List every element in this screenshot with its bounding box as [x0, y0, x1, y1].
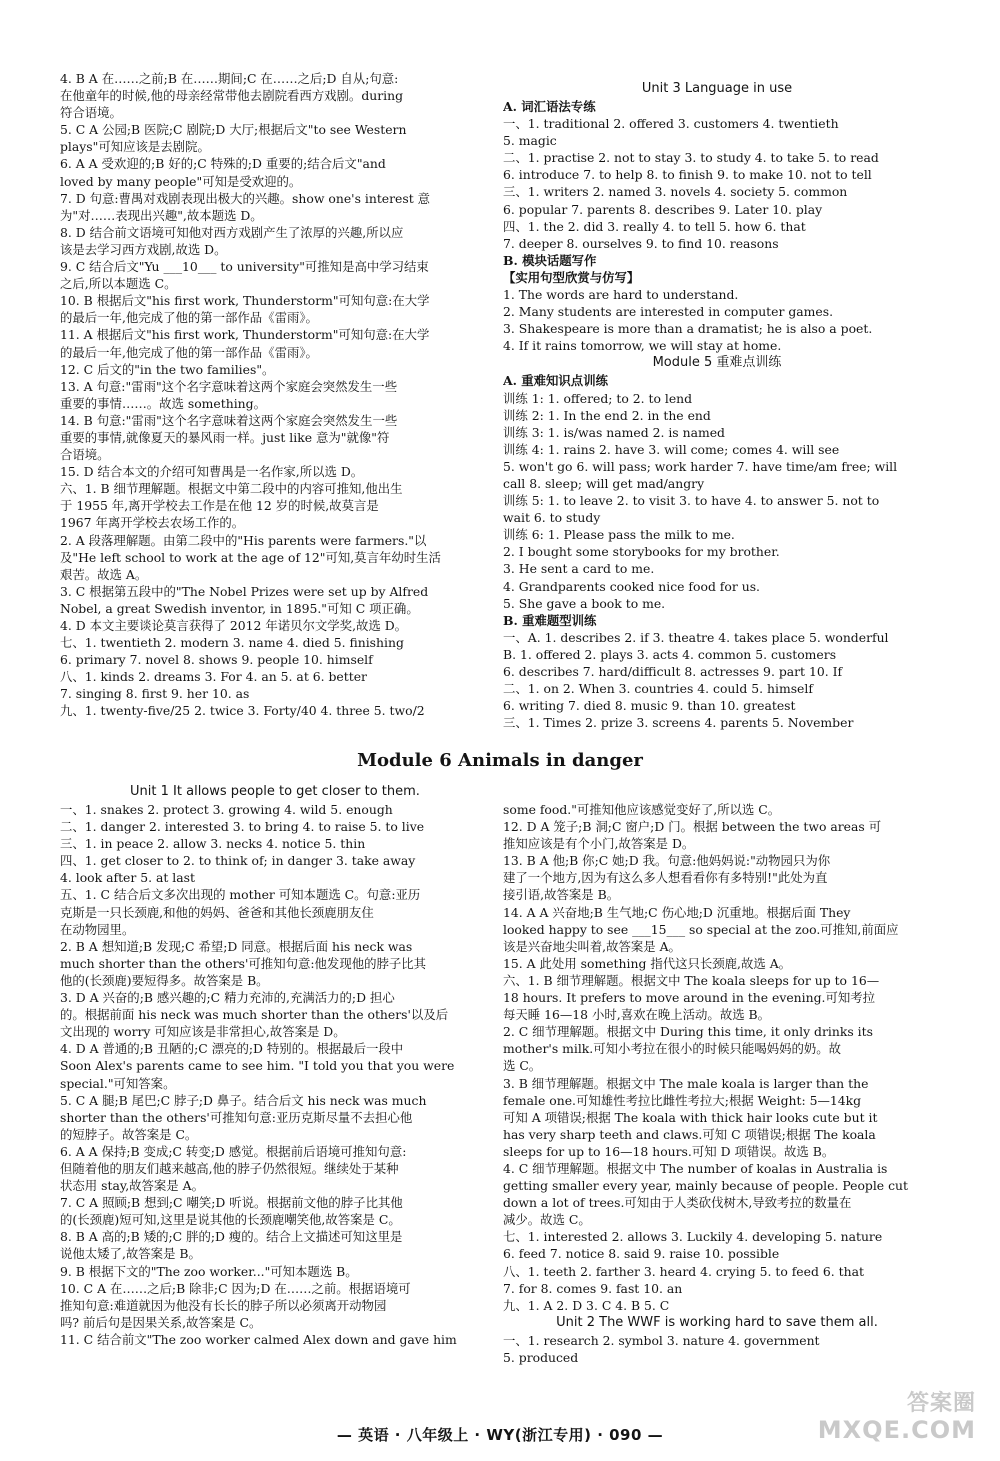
bottom-left-line: 3. D A 兴奋的;B 感兴趣的;C 精力充沛的,充满活力的;D 担心	[60, 990, 395, 1006]
bottom-right-line: 每天睡 16—18 小时,喜欢在晚上活动。故选 B。	[503, 1007, 771, 1023]
bottom-left-line: 四、1. get closer to 2. to think of; in danger 3. take away	[60, 853, 416, 869]
top-left-line: 合语境。	[60, 447, 110, 463]
top-right-line: B. 重难题型训练	[503, 612, 597, 628]
bottom-left-line: 9. B 根据下文的"The zoo worker..."可知本题选 B。	[60, 1263, 358, 1279]
bottom-left-line: much shorter than the others'可推知句意:他发现他的脖子比其	[60, 955, 427, 971]
top-right-line: 6. describes 7. hard/difficult 8. actresses 9. part 10. If	[503, 664, 843, 679]
bottom-left-line: 的。根据前面 his neck was much shorter than the others'以及后	[60, 1007, 449, 1023]
top-left-line: 7. D 句意:曹禺对戏剧表现出极大的兴趣。show one's interest 意	[60, 190, 431, 206]
top-left-line: 符合语境。	[60, 105, 122, 121]
top-right-line: 1. The words are hard to understand.	[503, 287, 739, 303]
bottom-left-line: 11. C 结合前文"The zoo worker calmed Alex down and gave him	[60, 1331, 457, 1347]
top-right-line: A. 重难知识点训练	[503, 373, 608, 389]
bottom-left-line: Soon Alex's parents came to see him. "I told you that you were	[60, 1058, 455, 1074]
top-right-line: 三、1. Times 2. prize 3. screens 4. parents 5. November	[503, 715, 854, 731]
top-left-line: 七、1. twentieth 2. modern 3. name 4. died 5. finishing	[60, 635, 404, 651]
bottom-right-line: 15. A 此处用 something 指代这只长颈鹿,故选 A。	[503, 955, 792, 971]
top-left-line: 10. B 根据后文"his first work, Thunderstorm"可知句意:在大学	[60, 293, 430, 309]
bottom-right-line: 14. A A 兴奋地;B 生气地;C 伤心地;D 沉重地。根据后面 They	[503, 904, 851, 920]
bottom-right-line: 12. D A 笼子;B 洞;C 窗户;D 门。根据 between the two areas 可	[503, 819, 882, 835]
top-right-line: A. 词汇语法专练	[503, 99, 596, 114]
top-right-line: wait 6. to study	[503, 510, 601, 526]
module-title: Module 6 Animals in danger	[357, 750, 643, 771]
bottom-left-line: 克斯是一只长颈鹿,和他的妈妈、爸爸和其他长颈鹿朋友住	[60, 904, 374, 920]
top-left-line: 15. D 结合本文的介绍可知曹禺是一名作家,所以选 D。	[60, 464, 364, 480]
top-left-line: 1967 年离开学校去农场工作的。	[60, 515, 245, 531]
bottom-left-line: 五、1. C 结合后文多次出现的 mother 可知本题选 C。句意:亚历	[60, 887, 421, 903]
bottom-right-line: 18 hours. It prefers to move around in the evening.可知考拉	[503, 990, 876, 1006]
top-right-line: 训练 4: 1. rains 2. have 3. will come; comes 4. will see	[503, 441, 840, 457]
answer-column-bottom-right	[503, 801, 931, 1366]
top-right-line: 5. She gave a book to me.	[503, 595, 666, 611]
top-right-line: Module 5 重难点训练	[652, 355, 782, 371]
bottom-right-line: sleeps for up to 16—18 hours.可知 D 项错误。故选 B。	[503, 1143, 835, 1159]
bottom-right-line: 2. C 细节理解题。根据文中 During this time, it only drinks its	[503, 1024, 873, 1040]
top-right-line: B. 模块话题写作	[503, 252, 597, 268]
watermark-top-text: 答案圈	[906, 1391, 976, 1416]
top-left-line: 于 1955 年,离开学校去工作是在他 12 岁的时候,故莫言是	[60, 498, 379, 514]
bottom-left-line: 7. C A 照顾;B 想到;C 嘲笑;D 听说。根据前文他的脖子比其他	[60, 1195, 403, 1211]
top-right-line: 二、1. practise 2. not to stay 3. to study 4. to take 5. to read	[503, 150, 879, 166]
bottom-right-line: getting smaller every year, mainly because of people. People cut	[503, 1178, 908, 1194]
top-left-line: 9. C 结合后文"Yu ___10___ to university"可推知是高中学习结束	[60, 259, 429, 275]
top-right-line: 2. Many students are interested in computer games.	[503, 304, 834, 320]
top-left-line: 3. C 根据第五段中的"The Nobel Prizes were set up by Alfred	[60, 583, 429, 599]
top-left-line: 7. singing 8. first 9. her 10. as	[60, 686, 250, 702]
bottom-left-line: 8. B A 高的;B 矮的;C 胖的;D 瘦的。结合上文描述可知这里是	[60, 1229, 403, 1245]
bottom-left-line: 4. D A 普通的;B 丑陋的;C 漂亮的;D 特别的。根据最后一段中	[60, 1041, 404, 1057]
bottom-right-line: some food."可推知他应该感觉变好了,所以选 C。	[503, 802, 781, 817]
top-right-line: 3. He sent a card to me.	[503, 561, 655, 577]
top-left-line: 在他童年的时候,他的母亲经常带他去剧院看西方戏剧。during	[60, 88, 404, 104]
bottom-left-line: 的短脖子。故答案是 C。	[60, 1126, 198, 1142]
top-right-line: B. 1. offered 2. plays 3. acts 4. common 5. customers	[503, 646, 837, 662]
top-left-line: 12. C 后文的"in the two families"。	[60, 361, 275, 377]
top-left-line: 八、1. kinds 2. dreams 3. For 4. an 5. at 6. better	[60, 669, 367, 685]
bottom-right-line: 选 C。	[503, 1058, 542, 1074]
bottom-right-line: 八、1. teeth 2. farther 3. heard 4. crying 5. to feed 6. that	[503, 1263, 864, 1279]
bottom-left-line: 10. C A 在……之后;B 除非;C 因为;D 在……之前。根据语境可	[60, 1280, 411, 1296]
top-right-line: 训练 5: 1. to leave 2. to visit 3. to have 4. to answer 5. not to	[503, 493, 880, 509]
bottom-left-line: 2. B A 想知道;B 发现;C 希望;D 同意。根据后面 his neck was	[60, 938, 413, 954]
bottom-right-line: 5. produced	[503, 1349, 579, 1365]
bottom-left-line: 说他太矮了,故答案是 B。	[60, 1246, 201, 1262]
top-left-line: 的最后一年,他完成了他的第一部作品《雷雨》。	[60, 310, 318, 326]
answer-column-top-right	[503, 80, 931, 731]
top-left-line: 4. B A 在……之前;B 在……期间;C 在……之后;D 自从;句意:	[60, 71, 399, 86]
top-right-line: 三、1. writers 2. named 3. novels 4. society 5. common	[503, 184, 848, 200]
top-left-line: 九、1. twenty-five/25 2. twice 3. Forty/40 4. three 5. two/2	[60, 703, 425, 719]
top-right-line: 3. Shakespeare is more than a dramatist; he is also a poet.	[503, 321, 873, 337]
bottom-left-line: special."可知答案。	[60, 1075, 176, 1091]
top-right-line: 训练 3: 1. is/was named 2. is named	[503, 424, 725, 440]
watermark-logo	[818, 1391, 976, 1443]
bottom-right-line: 七、1. interested 2. allows 3. Luckily 4. developing 5. nature	[503, 1229, 883, 1245]
bottom-right-line: Unit 2 The WWF is working hard to save them all.	[556, 1314, 878, 1330]
top-right-line: 一、A. 1. describes 2. if 3. theatre 4. takes place 5. wonderful	[503, 629, 889, 645]
top-left-line: 13. A 句意:"雷雨"这个名字意味着这两个家庭会突然发生一些	[60, 378, 398, 394]
bottom-left-line: 6. A A 保持;B 变成;C 转变;D 感觉。根据前后语境可推知句意:	[60, 1143, 407, 1159]
bottom-right-line: 4. C 细节理解题。根据文中 The number of koalas in Australia is	[503, 1160, 888, 1176]
top-left-line: 艰苦。故选 A。	[60, 566, 148, 582]
top-right-line: 【实用句型欣赏与仿写】	[503, 269, 640, 285]
top-left-line: 14. B 句意:"雷雨"这个名字意味着这两个家庭会突然发生一些	[60, 412, 398, 428]
bottom-right-line: 该是兴奋地尖叫着,故答案是 A。	[503, 938, 681, 954]
top-left-line: 5. C A 公园;B 医院;C 剧院;D 大厅;根据后文"to see Western	[60, 122, 407, 138]
top-left-line: 重要的事情……。故选 something。	[60, 395, 266, 411]
top-left-line: 之后,所以本题选 C。	[60, 276, 177, 292]
top-right-line: 4. Grandparents cooked nice food for us.	[503, 578, 760, 594]
top-right-line: 4. If it rains tomorrow, we will stay at home.	[503, 338, 782, 354]
top-left-line: 11. A 根据后文"his first work, Thunderstorm"可知句意:在大学	[60, 327, 430, 343]
bottom-right-line: 六、1. B 细节理解题。根据文中 The koala sleeps for up to 16—	[503, 972, 880, 988]
bottom-left-line: 二、1. danger 2. interested 3. to bring 4. to raise 5. to live	[60, 819, 425, 835]
top-left-line: 六、1. B 细节理解题。根据文中第二段中的内容可推知,他出生	[60, 481, 403, 497]
answer-column-bottom-left	[60, 783, 490, 1348]
bottom-left-line: 文出现的 worry 可知应该是非常担心,故答案是 D。	[60, 1024, 346, 1040]
top-left-line: 6. A A 受欢迎的;B 好的;C 特殊的;D 重要的;结合后文"and	[60, 156, 386, 172]
bottom-left-line: 推知句意:难道就因为他没有长长的脖子所以必须离开动物园	[60, 1297, 387, 1313]
bottom-right-line: 减少。故选 C。	[503, 1212, 591, 1228]
bottom-left-line: 在动物园里。	[60, 921, 135, 937]
top-left-line: plays"可知应该是去剧院。	[60, 139, 210, 155]
bottom-left-line: 一、1. snakes 2. protect 3. growing 4. wild 5. enough	[60, 802, 393, 817]
top-left-line: 8. D 结合前文语境可知他对西方戏剧产生了浓厚的兴趣,所以应	[60, 224, 404, 240]
top-right-line: 5. won't go 6. will pass; work harder 7. have time/am free; will	[503, 458, 898, 474]
bottom-right-line: has very sharp teeth and claws.可知 C 项错误;根据 The koala	[503, 1126, 876, 1142]
bottom-right-line: 7. for 8. comes 9. fast 10. an	[503, 1280, 683, 1296]
top-left-line: 及"He left school to work at the age of 12"可知,莫言年幼时生活	[60, 549, 441, 565]
bottom-left-line: 5. C A 腿;B 尾巴;C 脖子;D 鼻子。结合后文 his neck was much	[60, 1092, 427, 1108]
top-right-line: 5. magic	[503, 133, 557, 149]
top-left-line: loved by many people"可知是受欢迎的。	[60, 173, 302, 189]
bottom-left-line: 吗? 前后句是因果关系,故答案是 C。	[60, 1314, 262, 1330]
bottom-right-line: 13. B A 他;B 你;C 她;D 我。句意:他妈妈说:"动物园只为你	[503, 853, 831, 869]
bottom-right-line: 接引语,故答案是 B。	[503, 887, 620, 903]
bottom-left-line: Unit 1 It allows people to get closer to them.	[130, 784, 420, 799]
top-left-line: 该是去学习西方戏剧,故选 D。	[60, 241, 227, 257]
bottom-right-line: female one.可知雄性考拉比雌性考拉大;根据 Weight: 5—14kg	[503, 1092, 862, 1108]
bottom-left-line: 他的(长颈鹿)要短得多。故答案是 B。	[60, 972, 269, 988]
bottom-left-line: 三、1. in peace 2. allow 3. necks 4. notice 5. thin	[60, 836, 366, 852]
bottom-right-line: mother's milk.可知小考拉在很小的时候只能喝妈妈的奶。故	[503, 1041, 842, 1057]
top-right-line: 2. I bought some storybooks for my brother.	[503, 544, 780, 560]
top-right-line: 7. deeper 8. ourselves 9. to find 10. reasons	[503, 235, 779, 251]
top-right-line: 6. popular 7. parents 8. describes 9. Later 10. play	[503, 201, 823, 217]
top-right-line: 训练 6: 1. Please pass the milk to me.	[503, 527, 735, 543]
top-right-line: call 8. sleep; will get mad/angry	[503, 475, 705, 491]
watermark-site-text: MXQE.COM	[817, 1416, 976, 1444]
top-right-line: 训练 1: 1. offered; to 2. to lend	[503, 390, 693, 406]
top-left-line: 重要的事情,就像夏天的暴风雨一样。just like 意为"就像"符	[60, 429, 390, 445]
bottom-left-line: 的(长颈鹿)短可知,这里是说其他的长颈鹿嘲笑他,故答案是 C。	[60, 1212, 401, 1228]
bottom-right-line: 推知应该是有个小门,故答案是 D。	[503, 836, 695, 852]
top-right-line: 一、1. traditional 2. offered 3. customers 4. twentieth	[503, 116, 839, 132]
top-left-line: 4. D 本文主要谈论莫言获得了 2012 年诺贝尔文学奖,故选 D。	[60, 618, 408, 633]
bottom-right-line: 建了一个地方,因为有这么多人想看看你有多特别!"此处为直	[503, 870, 828, 886]
page-footer: — 英语 · 八年级上 · WY(浙江专用) · 090 —	[336, 1426, 664, 1444]
top-right-line: 6. introduce 7. to help 8. to finish 9. to make 10. not to tell	[503, 167, 872, 183]
bottom-right-line: 3. B 细节理解题。根据文中 The male koala is larger than the	[503, 1075, 869, 1091]
top-right-line: 四、1. the 2. did 3. really 4. to tell 5. how 6. that	[503, 218, 806, 234]
bottom-right-line: looked happy to see ___15___ so special at the zoo.可推知,前面应	[503, 921, 899, 937]
top-left-line: 为"对……表现出兴趣",故本题选 D。	[60, 207, 263, 223]
top-left-line: 2. A 段落理解题。由第二段中的"His parents were farmers."以	[60, 532, 427, 548]
bottom-left-line: 但随着他的朋友们越来越高,他的脖子仍然很短。继续处于某种	[60, 1160, 399, 1176]
answer-column-top-left	[60, 70, 490, 720]
bottom-right-line: 一、1. research 2. symbol 3. nature 4. government	[503, 1332, 820, 1348]
bottom-left-line: 状态用 stay,故答案是 A。	[60, 1178, 204, 1194]
bottom-right-line: 6. feed 7. notice 8. said 9. raise 10. possible	[503, 1246, 780, 1262]
bottom-left-line: 4. look after 5. at last	[60, 870, 195, 886]
top-right-line: 训练 2: 1. In the end 2. in the end	[503, 407, 711, 423]
top-left-line: Nobel, a great Swedish inventor, in 1895."可知 C 项正确。	[60, 600, 419, 616]
top-left-line: 6. primary 7. novel 8. shows 9. people 10. himself	[60, 652, 373, 668]
bottom-right-line: 九、1. A 2. D 3. C 4. B 5. C	[503, 1297, 670, 1313]
top-right-line: Unit 3 Language in use	[641, 81, 793, 96]
top-right-line: 二、1. on 2. When 3. countries 4. could 5. himself	[503, 681, 813, 697]
bottom-left-line: shorter than the others'可推知句意:亚历克斯尽量不去担心他	[60, 1109, 413, 1125]
bottom-right-line: 可知 A 项错误;根据 The koala with thick hair looks cute but it	[503, 1109, 878, 1125]
bottom-right-line: down a lot of trees.可知由于人类砍伐树木,导致考拉的数量在	[503, 1195, 852, 1211]
top-left-line: 的最后一年,他完成了他的第一部作品《雷雨》。	[60, 344, 318, 360]
top-right-line: 6. writing 7. died 8. music 9. than 10. greatest	[503, 698, 796, 714]
